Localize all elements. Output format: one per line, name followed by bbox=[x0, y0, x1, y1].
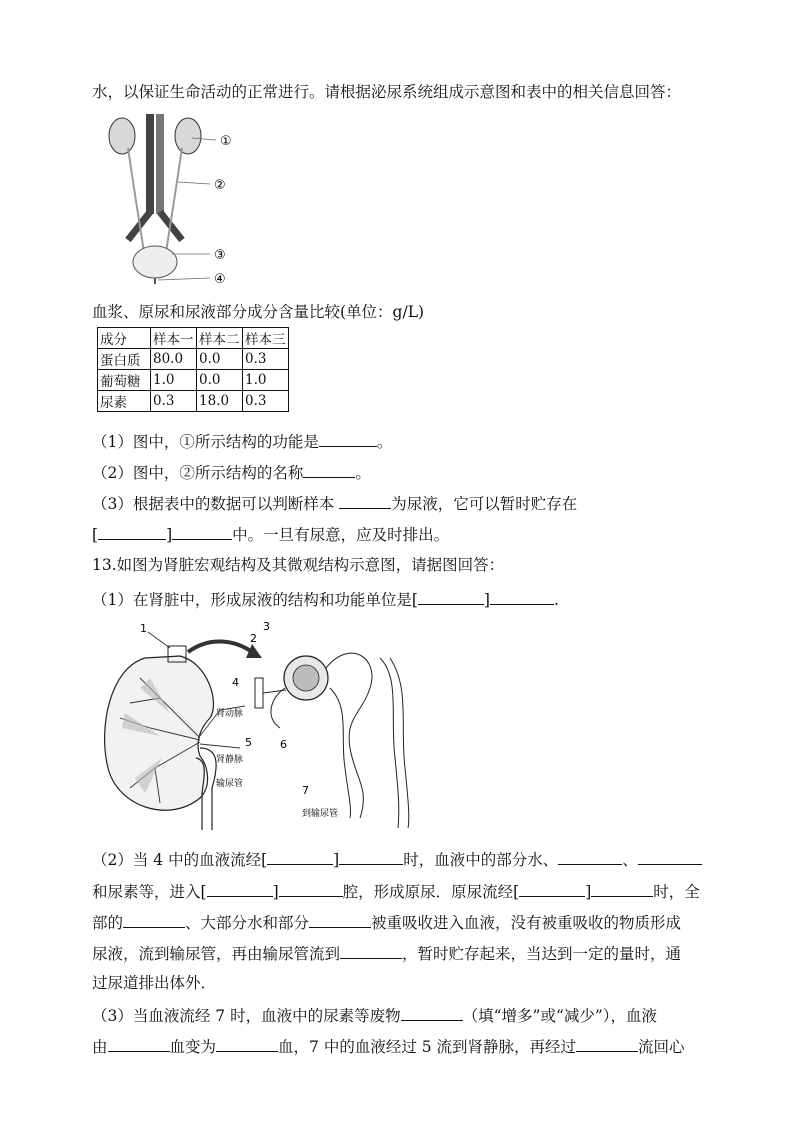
q12-part3: （3）根据表中的数据可以判断样本 为尿液，它可以暂时贮存在 bbox=[92, 492, 577, 514]
q13-part3-line2: 由 血变为 血，7 中的血液经过 5 流到肾静脉，再经过 流回心 bbox=[92, 1035, 685, 1057]
table-cell: 0.3 bbox=[151, 391, 197, 412]
answer-blank[interactable] bbox=[172, 523, 232, 540]
q13-part1: （1）在肾脏中，形成尿液的结构和功能单位是[ ] . bbox=[92, 588, 559, 610]
table-cell: 蛋白质 bbox=[98, 349, 151, 370]
answer-blank[interactable] bbox=[340, 942, 402, 959]
table-row bbox=[98, 391, 289, 412]
answer-blank[interactable] bbox=[339, 848, 403, 865]
table-cell: 1.0 bbox=[243, 370, 289, 391]
q13-part2-line1: （2）当 4 中的血液流经[ ] 时，血液中的部分水、 、 bbox=[92, 848, 702, 870]
answer-blank[interactable] bbox=[418, 588, 484, 605]
q12-part1: （1）图中，①所示结构的功能是 。 bbox=[92, 430, 392, 452]
answer-blank[interactable] bbox=[303, 461, 355, 478]
fig2-number-6: 6 bbox=[280, 738, 287, 751]
label-3: ③ bbox=[214, 248, 226, 263]
renal-artery-label: 肾动脉 bbox=[216, 709, 244, 719]
answer-blank[interactable] bbox=[267, 848, 333, 865]
table-cell: 18.0 bbox=[197, 391, 243, 412]
table-header: 样本一 bbox=[151, 328, 197, 349]
q13-part2-line3: 部的 、大部分水和部分 被重吸收进入血液，没有被重吸收的物质形成 bbox=[92, 911, 681, 933]
table-cell: 尿素 bbox=[98, 391, 151, 412]
answer-blank[interactable] bbox=[309, 911, 371, 928]
answer-blank[interactable] bbox=[558, 848, 622, 865]
table-cell: 80.0 bbox=[151, 349, 197, 370]
answer-blank[interactable] bbox=[98, 523, 166, 540]
renal-vein-label: 肾静脉 bbox=[216, 755, 244, 765]
answer-blank[interactable] bbox=[123, 911, 185, 928]
fig2-number-3: 3 bbox=[263, 620, 270, 633]
fig2-number-4: 4 bbox=[232, 676, 239, 689]
to-ureter-label: 到输尿管 bbox=[302, 809, 339, 819]
answer-blank[interactable] bbox=[279, 880, 343, 897]
answer-blank[interactable] bbox=[490, 588, 554, 605]
fig2-number-2: 2 bbox=[250, 632, 257, 645]
q13-part3-line1: （3）当血液流经 7 时，血液中的尿素等废物 （填“增多”或“减少”），血液 bbox=[92, 1004, 657, 1026]
table-cell: 0.3 bbox=[243, 391, 289, 412]
q13-title: 13.如图为肾脏宏观结构及其微观结构示意图，请据图回答： bbox=[92, 556, 505, 574]
label-2: ② bbox=[214, 178, 226, 193]
table-header: 样本三 bbox=[243, 328, 289, 349]
ureter-label: 输尿管 bbox=[216, 779, 244, 789]
q12-part2: （2）图中，②所示结构的名称 。 bbox=[92, 461, 371, 483]
table-cell: 0.3 bbox=[243, 349, 289, 370]
table-row bbox=[98, 349, 289, 370]
q13-part2-line4: 尿液，流到输尿管，再由输尿管流到 ，暂时贮存起来，当达到一定的量时，通 bbox=[92, 942, 681, 964]
answer-blank[interactable] bbox=[216, 1035, 278, 1052]
q13-part2-line2: 和尿素等，进入[ ] 腔，形成原尿．原尿流经[ ] 时，全 bbox=[92, 880, 700, 902]
composition-table bbox=[97, 327, 289, 412]
table-header: 成分 bbox=[98, 328, 151, 349]
intro-text: 水，以保证生命活动的正常进行。请根据泌尿系统组成示意图和表中的相关信息回答： bbox=[92, 83, 682, 101]
answer-blank[interactable] bbox=[207, 880, 273, 897]
answer-blank[interactable] bbox=[401, 1004, 463, 1021]
table-cell: 葡萄糖 bbox=[98, 370, 151, 391]
fig2-number-1: 1 bbox=[140, 622, 147, 635]
table-caption: 血浆、原尿和尿液部分成分含量比较(单位：g/L) bbox=[92, 303, 425, 321]
answer-blank[interactable] bbox=[339, 492, 391, 509]
table-cell: 1.0 bbox=[151, 370, 197, 391]
table-header-row bbox=[98, 328, 289, 349]
table-row bbox=[98, 370, 289, 391]
table-cell: 0.0 bbox=[197, 370, 243, 391]
fig2-number-5: 5 bbox=[245, 736, 252, 749]
answer-blank[interactable] bbox=[519, 880, 585, 897]
label-1: ① bbox=[220, 134, 232, 149]
q12-part3-cont: [ ] 中。一旦有尿意，应及时排出。 bbox=[92, 523, 449, 545]
answer-blank[interactable] bbox=[108, 1035, 170, 1052]
label-4: ④ bbox=[214, 272, 226, 287]
kidney-structure-figure bbox=[100, 618, 420, 833]
answer-blank[interactable] bbox=[591, 880, 653, 897]
answer-blank[interactable] bbox=[576, 1035, 638, 1052]
table-cell: 0.0 bbox=[197, 349, 243, 370]
q13-part2-line5: 过尿道排出体外． bbox=[92, 974, 217, 992]
table-header: 样本二 bbox=[197, 328, 243, 349]
urinary-system-figure bbox=[100, 112, 250, 292]
answer-blank[interactable] bbox=[638, 848, 702, 865]
fig2-number-7: 7 bbox=[302, 784, 309, 797]
answer-blank[interactable] bbox=[319, 430, 377, 447]
